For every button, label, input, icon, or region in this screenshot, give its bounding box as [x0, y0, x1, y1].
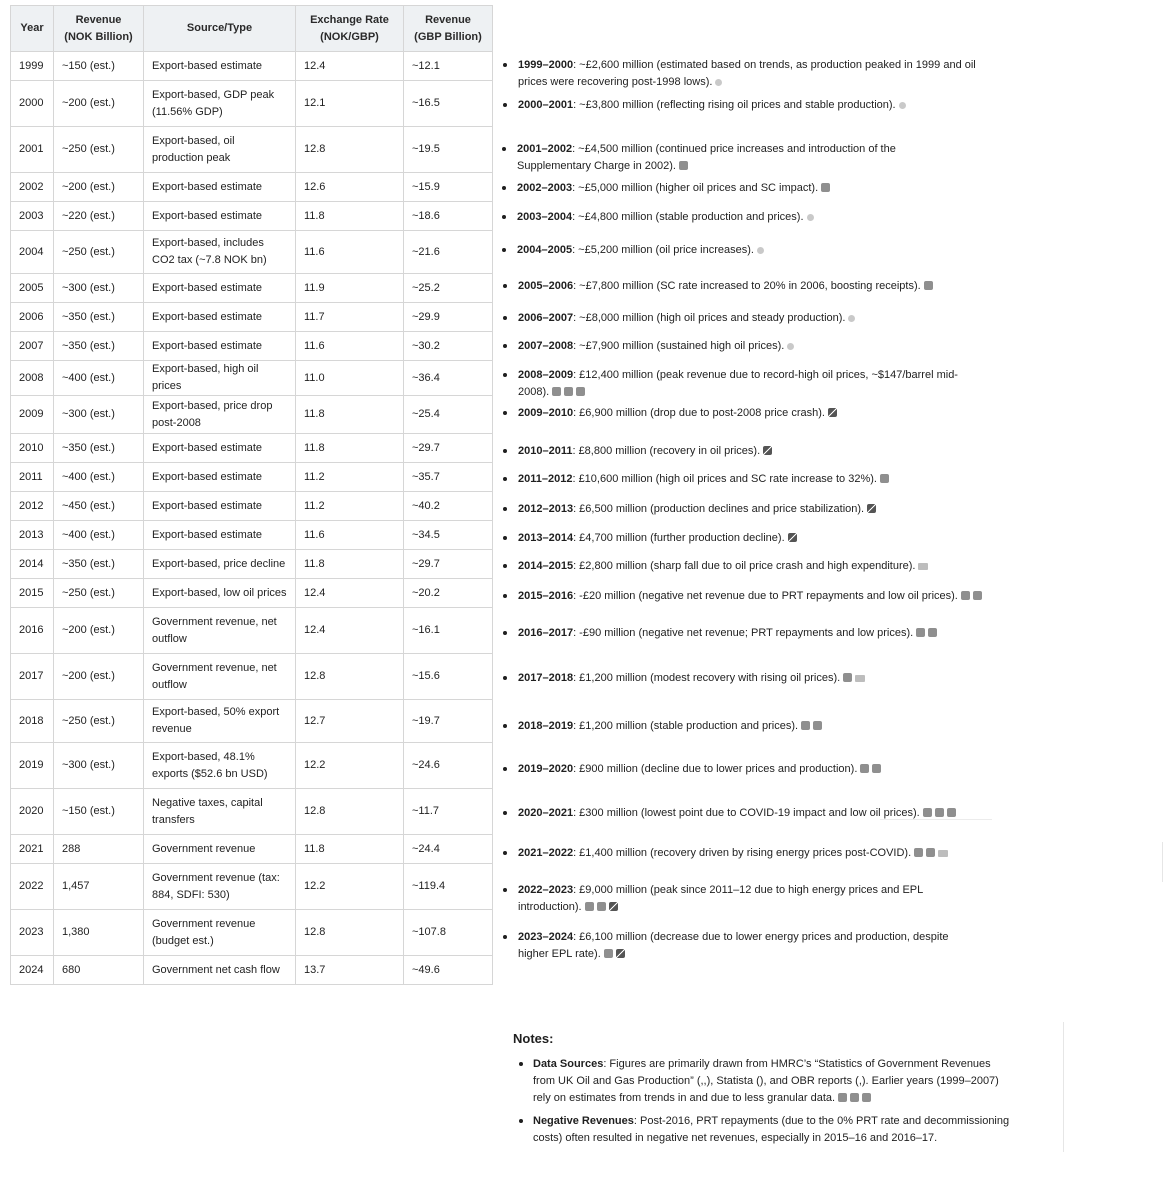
header-year: Year — [11, 6, 54, 52]
cell-source-type: Export-based, 50% export revenue — [144, 700, 296, 743]
list-item-period: 2015–2016 — [518, 590, 574, 602]
cell-revenue-gbp: ~24.6 — [404, 743, 493, 789]
cell-year: 2000 — [11, 81, 54, 127]
citation-doc-icon[interactable] — [862, 1093, 871, 1102]
citation-doc-icon[interactable] — [914, 848, 923, 857]
cell-revenue-nok: ~220 (est.) — [54, 202, 144, 231]
cell-exchange-rate: 12.8 — [296, 127, 404, 173]
cell-revenue-gbp: ~107.8 — [404, 910, 493, 956]
list-item-period: 2012–2013 — [518, 503, 574, 515]
list-item — [500, 929, 978, 963]
table-row — [11, 361, 493, 396]
table-row — [11, 789, 493, 835]
cell-source-type: Export-based estimate — [144, 202, 296, 231]
cell-revenue-gbp: ~20.2 — [404, 579, 493, 608]
cell-source-type: Export-based, includes CO2 tax (~7.8 NOK bn) — [144, 231, 296, 274]
note-text: : Post-2016, PRT repayments (due to the 0% PRT rate and decommissioning costs) often resulted in negative net revenues, especially in 2015–16 and 2016–17. — [533, 1115, 1010, 1144]
cell-revenue-nok: ~200 (est.) — [54, 608, 144, 654]
list-item-text: : £2,800 million (sharp fall due to oil price crash and high expenditure). — [573, 560, 916, 572]
list-item — [500, 530, 988, 547]
table-row — [11, 52, 493, 81]
note-label: Negative Revenues — [533, 1115, 634, 1127]
list-item-period: 2009–2010 — [518, 407, 574, 419]
citation-slash-icon[interactable] — [867, 504, 876, 513]
list-item-text: : £1,400 million (recovery driven by rising energy prices post-COVID). — [573, 847, 912, 859]
cell-year: 2001 — [11, 127, 54, 173]
cell-exchange-rate: 12.6 — [296, 173, 404, 202]
table-row — [11, 202, 493, 231]
cell-exchange-rate: 12.7 — [296, 700, 404, 743]
list-item-text: : £6,500 million (production declines and price stabilization). — [573, 503, 865, 515]
citation-doc-icon[interactable] — [552, 387, 561, 396]
cell-revenue-nok: ~200 (est.) — [54, 654, 144, 700]
cell-source-type: Export-based, low oil prices — [144, 579, 296, 608]
list-item — [500, 367, 978, 401]
list-item-period: 2011–2012 — [518, 473, 573, 485]
citation-doc-icon[interactable] — [850, 1093, 859, 1102]
cell-exchange-rate: 12.4 — [296, 579, 404, 608]
divider — [1162, 842, 1163, 882]
list-item-period: 2002–2003 — [517, 182, 573, 194]
table-header-row — [11, 6, 493, 52]
table-row — [11, 463, 493, 492]
citation-doc-icon[interactable] — [928, 628, 937, 637]
cell-revenue-gbp: ~16.1 — [404, 608, 493, 654]
cell-source-type: Government revenue — [144, 835, 296, 864]
list-item — [500, 761, 988, 778]
cell-revenue-gbp: ~15.9 — [404, 173, 493, 202]
citation-doc-icon[interactable] — [961, 591, 970, 600]
citation-mail-icon[interactable] — [918, 563, 928, 570]
citation-doc-icon[interactable] — [679, 161, 688, 170]
citation-light-icon[interactable] — [787, 343, 794, 350]
citation-doc-icon[interactable] — [947, 808, 956, 817]
list-item — [500, 97, 988, 114]
cell-exchange-rate: 11.6 — [296, 521, 404, 550]
list-item-text: : ~£2,600 million (estimated based on trends, as production peaked in 1999 and oil prices were recovering post-1998 lows). — [518, 59, 976, 88]
list-item — [500, 882, 978, 916]
divider — [1063, 1022, 1064, 1152]
cell-year: 2006 — [11, 303, 54, 332]
cell-revenue-nok: ~300 (est.) — [54, 396, 144, 434]
table-row — [11, 81, 493, 127]
cell-revenue-nok: ~150 (est.) — [54, 789, 144, 835]
list-item-period: 2000–2001 — [518, 99, 574, 111]
list-item-text: : £6,100 million (decrease due to lower energy prices and production, despite higher EPL rate). — [518, 931, 949, 960]
citation-doc-icon[interactable] — [916, 628, 925, 637]
list-item-period: 1999–2000 — [518, 59, 574, 71]
list-item — [500, 338, 988, 355]
cell-revenue-nok: ~200 (est.) — [54, 173, 144, 202]
cell-year: 2004 — [11, 231, 54, 274]
cell-source-type: Export-based estimate — [144, 492, 296, 521]
citation-mail-icon[interactable] — [855, 675, 865, 682]
list-item-period: 2003–2004 — [517, 211, 573, 223]
note-item — [515, 1056, 1013, 1107]
cell-source-type: Government net cash flow — [144, 956, 296, 985]
list-item-period: 2005–2006 — [518, 280, 574, 292]
cell-exchange-rate: 11.8 — [296, 550, 404, 579]
list-item-period: 2007–2008 — [518, 340, 574, 352]
cell-revenue-nok: 288 — [54, 835, 144, 864]
cell-revenue-nok: ~250 (est.) — [54, 700, 144, 743]
cell-source-type: Government revenue, net outflow — [144, 654, 296, 700]
citation-light-icon[interactable] — [715, 79, 722, 86]
cell-year: 2024 — [11, 956, 54, 985]
table-row — [11, 173, 493, 202]
cell-revenue-nok: ~200 (est.) — [54, 81, 144, 127]
table-row — [11, 700, 493, 743]
list-item-text: : £8,800 million (recovery in oil prices). — [572, 445, 761, 457]
cell-exchange-rate: 11.0 — [296, 361, 404, 396]
list-item-period: 2018–2019 — [518, 720, 574, 732]
cell-year: 2012 — [11, 492, 54, 521]
table-row — [11, 654, 493, 700]
list-item-period: 2013–2014 — [518, 532, 574, 544]
cell-source-type: Government revenue, net outflow — [144, 608, 296, 654]
list-item-period: 2021–2022 — [518, 847, 574, 859]
header-revenue-nok: Revenue (NOK Billion) — [54, 6, 144, 52]
cell-revenue-nok: ~350 (est.) — [54, 332, 144, 361]
list-item-text: : ~£4,800 million (stable production and prices). — [572, 211, 804, 223]
cell-revenue-gbp: ~21.6 — [404, 231, 493, 274]
cell-year: 2009 — [11, 396, 54, 434]
list-item-period: 2019–2020 — [518, 763, 574, 775]
list-item-text: : ~£5,200 million (oil price increases). — [572, 244, 754, 256]
cell-source-type: Government revenue (budget est.) — [144, 910, 296, 956]
cell-revenue-gbp: ~34.5 — [404, 521, 493, 550]
list-item — [499, 242, 987, 259]
cell-revenue-gbp: ~49.6 — [404, 956, 493, 985]
citation-light-icon[interactable] — [807, 214, 814, 221]
list-item — [500, 310, 988, 327]
citation-doc-icon[interactable] — [926, 848, 935, 857]
cell-year: 2015 — [11, 579, 54, 608]
list-item-period: 2004–2005 — [517, 244, 573, 256]
cell-revenue-nok: 1,380 — [54, 910, 144, 956]
table-row — [11, 608, 493, 654]
list-item-text: : £6,900 million (drop due to post-2008 price crash). — [573, 407, 825, 419]
list-item-period: 2001–2002 — [517, 143, 573, 155]
cell-year: 1999 — [11, 52, 54, 81]
cell-revenue-gbp: ~40.2 — [404, 492, 493, 521]
cell-revenue-nok: ~350 (est.) — [54, 303, 144, 332]
cell-year: 2021 — [11, 835, 54, 864]
cell-source-type: Export-based estimate — [144, 173, 296, 202]
citation-slash-icon[interactable] — [609, 902, 618, 911]
citation-doc-icon[interactable] — [564, 387, 573, 396]
cell-year: 2003 — [11, 202, 54, 231]
cell-revenue-nok: ~350 (est.) — [54, 550, 144, 579]
list-item — [500, 405, 988, 422]
cell-year: 2022 — [11, 864, 54, 910]
list-item-period: 2008–2009 — [518, 369, 574, 381]
note-label: Data Sources — [533, 1058, 604, 1070]
cell-exchange-rate: 11.8 — [296, 434, 404, 463]
cell-revenue-gbp: ~30.2 — [404, 332, 493, 361]
cell-revenue-gbp: ~29.9 — [404, 303, 493, 332]
citation-doc-icon[interactable] — [813, 721, 822, 730]
table-row — [11, 743, 493, 789]
cell-revenue-gbp: ~29.7 — [404, 434, 493, 463]
cell-revenue-gbp: ~25.4 — [404, 396, 493, 434]
citation-slash-icon[interactable] — [788, 533, 797, 542]
list-item-period: 2016–2017 — [518, 627, 574, 639]
list-item-text: : -£90 million (negative net revenue; PRT repayments and low prices). — [573, 627, 914, 639]
list-item — [500, 670, 988, 687]
cell-source-type: Export-based estimate — [144, 303, 296, 332]
norway-revenue-table — [10, 5, 493, 985]
cell-exchange-rate: 11.9 — [296, 274, 404, 303]
cell-source-type: Export-based, oil production peak — [144, 127, 296, 173]
cell-revenue-gbp: ~18.6 — [404, 202, 493, 231]
list-item — [500, 57, 988, 91]
table-row — [11, 274, 493, 303]
list-item — [500, 501, 988, 518]
cell-source-type: Export-based estimate — [144, 274, 296, 303]
cell-revenue-gbp: ~12.1 — [404, 52, 493, 81]
cell-year: 2014 — [11, 550, 54, 579]
cell-exchange-rate: 11.8 — [296, 396, 404, 434]
citation-light-icon[interactable] — [899, 102, 906, 109]
list-item-text: : ~£7,900 million (sustained high oil prices). — [573, 340, 785, 352]
note-item — [515, 1113, 1013, 1147]
cell-revenue-nok: ~250 (est.) — [54, 231, 144, 274]
citation-doc-icon[interactable] — [604, 949, 613, 958]
list-item-text: : ~£3,800 million (reflecting rising oil prices and stable production). — [573, 99, 896, 111]
cell-revenue-nok: ~400 (est.) — [54, 521, 144, 550]
cell-revenue-nok: ~300 (est.) — [54, 274, 144, 303]
table-row — [11, 835, 493, 864]
cell-exchange-rate: 11.6 — [296, 231, 404, 274]
table-row — [11, 521, 493, 550]
table-row — [11, 550, 493, 579]
cell-revenue-gbp: ~36.4 — [404, 361, 493, 396]
cell-source-type: Export-based, price decline — [144, 550, 296, 579]
list-item — [499, 209, 987, 226]
list-item — [500, 558, 988, 575]
cell-revenue-nok: ~350 (est.) — [54, 434, 144, 463]
citation-doc-icon[interactable] — [838, 1093, 847, 1102]
cell-revenue-gbp: ~35.7 — [404, 463, 493, 492]
list-item-text: : ~£4,500 million (continued price increases and introduction of the Supplementary Charge in 2002). — [517, 143, 896, 172]
table-row — [11, 492, 493, 521]
cell-revenue-gbp: ~16.5 — [404, 81, 493, 127]
list-item-period: 2017–2018 — [518, 672, 574, 684]
citation-doc-icon[interactable] — [821, 183, 830, 192]
citation-slash-icon[interactable] — [616, 949, 625, 958]
table-row — [11, 303, 493, 332]
cell-source-type: Export-based estimate — [144, 332, 296, 361]
cell-revenue-nok: ~250 (est.) — [54, 579, 144, 608]
list-item — [500, 471, 988, 488]
cell-revenue-nok: ~400 (est.) — [54, 463, 144, 492]
header-exchange-rate: Exchange Rate (NOK/GBP) — [296, 6, 404, 52]
citation-doc-icon[interactable] — [585, 902, 594, 911]
cell-exchange-rate: 11.2 — [296, 492, 404, 521]
cell-source-type: Government revenue (tax: 884, SDFI: 530) — [144, 864, 296, 910]
cell-exchange-rate: 11.2 — [296, 463, 404, 492]
cell-exchange-rate: 11.8 — [296, 202, 404, 231]
list-item-text: : £900 million (decline due to lower prices and production). — [573, 763, 858, 775]
list-item-text: : ~£7,800 million (SC rate increased to 20% in 2006, boosting receipts). — [573, 280, 921, 292]
cell-year: 2023 — [11, 910, 54, 956]
cell-revenue-nok: ~450 (est.) — [54, 492, 144, 521]
cell-source-type: Export-based, high oil prices — [144, 361, 296, 396]
list-item-text: : ~£5,000 million (higher oil prices and SC impact). — [572, 182, 819, 194]
table-body — [11, 52, 493, 985]
list-item-period: 2022–2023 — [518, 884, 574, 896]
cell-revenue-gbp: ~119.4 — [404, 864, 493, 910]
cell-year: 2005 — [11, 274, 54, 303]
table-row — [11, 579, 493, 608]
list-item — [500, 625, 988, 642]
cell-exchange-rate: 11.7 — [296, 303, 404, 332]
cell-revenue-gbp: ~24.4 — [404, 835, 493, 864]
cell-exchange-rate: 12.2 — [296, 864, 404, 910]
cell-year: 2010 — [11, 434, 54, 463]
list-item-period: 2014–2015 — [518, 560, 574, 572]
cell-year: 2011 — [11, 463, 54, 492]
cell-exchange-rate: 11.6 — [296, 332, 404, 361]
citation-doc-icon[interactable] — [872, 764, 881, 773]
cell-revenue-gbp: ~19.7 — [404, 700, 493, 743]
cell-exchange-rate: 12.8 — [296, 910, 404, 956]
citation-doc-icon[interactable] — [597, 902, 606, 911]
cell-year: 2007 — [11, 332, 54, 361]
citation-doc-icon[interactable] — [843, 673, 852, 682]
table-row — [11, 864, 493, 910]
list-item-text: : £10,600 million (high oil prices and SC rate increase to 32%). — [572, 473, 877, 485]
citation-mail-icon[interactable] — [938, 850, 948, 857]
list-item — [500, 588, 988, 605]
citation-doc-icon[interactable] — [923, 808, 932, 817]
list-item-text: : £1,200 million (stable production and prices). — [573, 720, 799, 732]
cell-revenue-gbp: ~25.2 — [404, 274, 493, 303]
citation-doc-icon[interactable] — [576, 387, 585, 396]
cell-exchange-rate: 12.2 — [296, 743, 404, 789]
cell-exchange-rate: 12.4 — [296, 608, 404, 654]
list-item-period: 2010–2011 — [518, 445, 573, 457]
table-row — [11, 231, 493, 274]
list-item-text: : £9,000 million (peak since 2011–12 due to high energy prices and EPL introduction). — [518, 884, 923, 913]
cell-revenue-nok: ~400 (est.) — [54, 361, 144, 396]
cell-year: 2019 — [11, 743, 54, 789]
list-item — [500, 845, 988, 862]
cell-exchange-rate: 12.1 — [296, 81, 404, 127]
citation-light-icon[interactable] — [848, 315, 855, 322]
list-item-text: : £300 million (lowest point due to COVID-19 impact and low oil prices). — [573, 807, 920, 819]
note-text: : Figures are primarily drawn from HMRC’s “Statistics of Government Revenues from UK Oil and Gas Production” (,,), Statista (), and OBR reports (,). Earlier years (1999–2007) rely on estimates from trends in and due to less granular data. — [533, 1058, 999, 1104]
cell-source-type: Export-based estimate — [144, 463, 296, 492]
cell-revenue-nok: ~150 (est.) — [54, 52, 144, 81]
list-item-text: : £4,700 million (further production decline). — [573, 532, 785, 544]
list-item-text: : £12,400 million (peak revenue due to record-high oil prices, ~$147/barrel mid-2008). — [518, 369, 958, 398]
list-item — [499, 141, 957, 175]
citation-doc-icon[interactable] — [860, 764, 869, 773]
cell-exchange-rate: 12.8 — [296, 654, 404, 700]
divider — [880, 819, 992, 820]
cell-year: 2008 — [11, 361, 54, 396]
cell-revenue-nok: 680 — [54, 956, 144, 985]
citation-doc-icon[interactable] — [924, 281, 933, 290]
cell-source-type: Export-based estimate — [144, 52, 296, 81]
list-item-period: 2023–2024 — [518, 931, 574, 943]
table-row — [11, 127, 493, 173]
cell-exchange-rate: 12.8 — [296, 789, 404, 835]
citation-slash-icon[interactable] — [828, 408, 837, 417]
citation-light-icon[interactable] — [757, 247, 764, 254]
table-row — [11, 396, 493, 434]
list-item-text: : ~£8,000 million (high oil prices and steady production). — [573, 312, 846, 324]
cell-source-type: Export-based, price drop post-2008 — [144, 396, 296, 434]
list-item-period: 2006–2007 — [518, 312, 574, 324]
list-item-text: : -£20 million (negative net revenue due to PRT repayments and low oil prices). — [573, 590, 958, 602]
notes-title: Notes: — [513, 1031, 554, 1046]
cell-exchange-rate: 11.8 — [296, 835, 404, 864]
cell-year: 2016 — [11, 608, 54, 654]
citation-doc-icon[interactable] — [801, 721, 810, 730]
cell-year: 2020 — [11, 789, 54, 835]
citation-slash-icon[interactable] — [763, 446, 772, 455]
citation-doc-icon[interactable] — [973, 591, 982, 600]
cell-revenue-gbp: ~29.7 — [404, 550, 493, 579]
cell-revenue-nok: ~250 (est.) — [54, 127, 144, 173]
citation-doc-icon[interactable] — [880, 474, 889, 483]
table-row — [11, 910, 493, 956]
cell-revenue-gbp: ~15.6 — [404, 654, 493, 700]
list-item — [499, 180, 987, 197]
cell-year: 2002 — [11, 173, 54, 202]
header-source-type: Source/Type — [144, 6, 296, 52]
table-row — [11, 956, 493, 985]
cell-revenue-gbp: ~19.5 — [404, 127, 493, 173]
list-item — [500, 443, 988, 460]
table-row — [11, 332, 493, 361]
cell-year: 2013 — [11, 521, 54, 550]
header-revenue-gbp: Revenue (GBP Billion) — [404, 6, 493, 52]
cell-exchange-rate: 13.7 — [296, 956, 404, 985]
list-item — [500, 718, 988, 735]
list-item — [500, 278, 988, 295]
cell-source-type: Export-based estimate — [144, 521, 296, 550]
cell-source-type: Export-based, GDP peak (11.56% GDP) — [144, 81, 296, 127]
cell-year: 2018 — [11, 700, 54, 743]
list-item-text: : £1,200 million (modest recovery with rising oil prices). — [573, 672, 841, 684]
cell-source-type: Negative taxes, capital transfers — [144, 789, 296, 835]
cell-revenue-nok: ~300 (est.) — [54, 743, 144, 789]
list-item-period: 2020–2021 — [518, 807, 574, 819]
cell-year: 2017 — [11, 654, 54, 700]
cell-revenue-gbp: ~11.7 — [404, 789, 493, 835]
table-row — [11, 434, 493, 463]
cell-source-type: Export-based, 48.1% exports ($52.6 bn USD) — [144, 743, 296, 789]
cell-source-type: Export-based estimate — [144, 434, 296, 463]
cell-exchange-rate: 12.4 — [296, 52, 404, 81]
citation-doc-icon[interactable] — [935, 808, 944, 817]
cell-revenue-nok: 1,457 — [54, 864, 144, 910]
